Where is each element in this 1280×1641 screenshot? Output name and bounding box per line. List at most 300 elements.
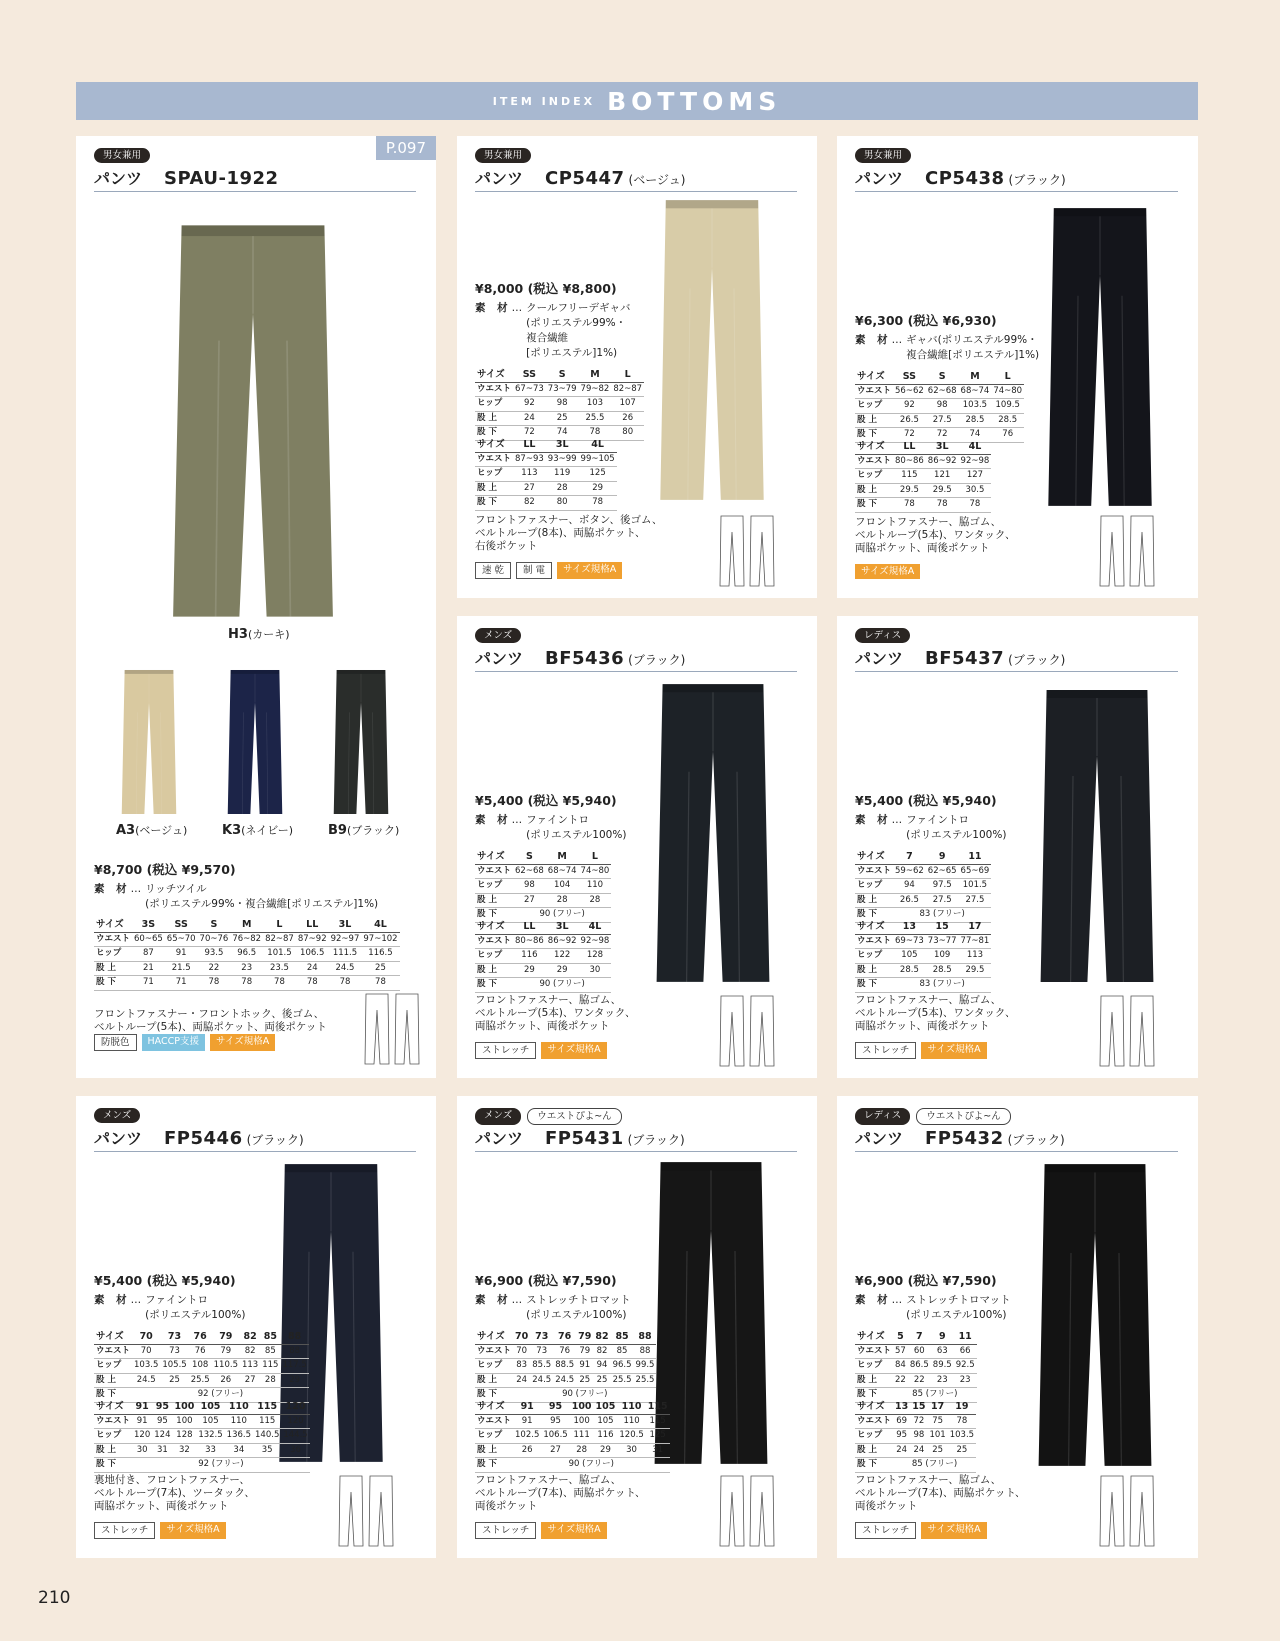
size-cell: 124 [154,1430,171,1440]
size-table [94,1400,310,1473]
material [475,813,626,843]
color-name: (カーキ) [247,628,290,641]
size-cell: 88 [639,1345,651,1356]
category-tag: レディス [855,1108,910,1125]
size-cell: 110 [623,1415,640,1426]
size-cell: 26 [521,1444,533,1455]
pants-photo [1035,1160,1155,1474]
size-cell: 97.5 [932,880,952,890]
size-cell: ウエスト [477,1415,512,1426]
size-cell: 31 [156,1444,168,1455]
size-cell: サイズ [477,1331,505,1342]
size-cell: 107 [619,398,636,408]
size-cell: ヒップ [477,1430,503,1440]
material-dots: … [511,814,523,826]
size-cell: M [241,919,252,930]
size-cell: 60 [913,1345,925,1356]
size-cell: 25 [375,962,386,973]
material-value [526,1293,630,1323]
size-cell: 117.5 [282,1360,307,1370]
size-cell: 86~92 [547,935,577,946]
size-row [94,1344,309,1359]
size-cell: 98 [936,400,948,410]
size-cell: サイズ [857,441,885,452]
size-row [855,934,991,949]
size-cell: 72 [936,429,948,439]
size-row [855,920,991,934]
color-name: (ブラック) [346,824,400,837]
price: ¥5,400 (税込 ¥5,940) [475,793,617,808]
category-tag: 男女兼用 [475,148,531,163]
feature-line: ベルトループ(5本)、ワンタック、 [855,1007,1016,1019]
material-line: (ポリエステル100%) [906,1309,1007,1321]
size-cell: 70 [140,1345,152,1356]
size-cell: 83 (フリー) [919,909,965,919]
size-row [475,963,611,978]
size-cell: 67~73 [515,383,544,394]
feature-line: ベルトループ(5本)、両脇ポケット、両後ポケット [94,1021,327,1033]
size-cell: 73 [167,1331,182,1342]
feature-badge: 制 電 [516,562,552,579]
size-cell: 128 [586,950,604,960]
flat-sketch [1097,514,1157,592]
category-tag: メンズ [94,1108,140,1123]
size-cell: 85 [616,1345,628,1356]
size-cell: 股 上 [477,412,497,423]
size-cell: 108 [192,1360,209,1370]
size-cell: 85.5 [532,1360,552,1370]
size-cell: 100 [571,1401,592,1412]
size-cell: M [557,851,567,862]
size-cell: サイズ [857,1401,885,1412]
product-code: FP5432 [925,1128,1004,1149]
size-cell: サイズ [857,1331,885,1342]
size-table [94,1330,309,1403]
size-row [475,893,611,908]
size-cell: M [590,369,600,380]
tag-row [475,1108,622,1125]
material-value [526,301,630,361]
size-row [855,440,991,454]
features [94,1008,327,1034]
size-row [475,949,611,964]
size-cell: 30 [589,964,601,975]
size-row [475,1429,670,1444]
features [855,516,1016,555]
size-row [94,1414,310,1429]
header-title: BOTTOMS [607,86,782,116]
size-cell: 27 [550,1444,561,1455]
flat-sketch [717,1474,777,1552]
size-cell: 83 (フリー) [919,979,965,989]
size-cell: 28 [264,1374,276,1385]
size-cell: 82 [244,1345,256,1356]
size-table [855,1330,977,1403]
size-cell: 91 [136,1415,148,1426]
color-code: A3 [116,823,136,838]
color-code: B9 [328,823,347,838]
size-cell: SS [902,371,917,382]
size-cell: 76 [558,1331,572,1342]
size-cell: 71 [175,977,187,987]
size-cell: 28 [556,482,568,493]
material-line: クールフリーデギャバ [526,302,631,314]
tag-row [855,1108,1011,1125]
size-row [94,1458,310,1473]
size-cell: 69~73 [895,935,924,946]
size-cell: 110 [586,880,604,890]
material [94,1293,245,1323]
size-cell: 73 [535,1331,549,1342]
size-cell: 71 [142,977,154,987]
size-cell: 股 下 [857,1459,877,1469]
size-cell: 24 [523,412,535,423]
features [475,994,636,1033]
price: ¥5,400 (税込 ¥5,940) [94,1273,236,1288]
size-cell: 25 [579,1374,591,1385]
size-cell: S [525,851,533,862]
size-row [475,1443,670,1458]
size-cell: ヒップ [477,1360,503,1370]
product-title [94,1126,416,1152]
product-color: (ブラック) [627,1133,685,1147]
product-card-fp5431 [457,1096,817,1558]
variant-photo [332,668,390,820]
size-cell: 5 [897,1331,904,1342]
product-color: (ブラック) [628,653,686,667]
size-cell: 26 [220,1374,232,1385]
size-cell: 90 (フリー) [562,1389,608,1399]
size-cell: 25.5 [612,1374,632,1385]
size-cell: 股 上 [477,894,497,905]
product-kind: パンツ [475,649,524,668]
size-row [475,411,644,426]
size-cell: ウエスト [857,385,892,396]
size-row [475,1400,670,1414]
size-cell: 15 [912,1401,926,1412]
size-cell: 68~74 [547,865,577,876]
size-cell: 7 [906,851,913,862]
size-cell: 98 [556,398,568,408]
category-tag: メンズ [475,628,521,643]
size-cell: 26 [622,412,634,423]
size-cell: 股 上 [477,1374,497,1385]
size-cell: 92~98 [580,935,610,946]
size-row [855,963,991,978]
size-cell: 9 [938,851,946,862]
badge-row [855,564,920,579]
size-cell: 88.5 [555,1360,575,1370]
size-row [475,864,611,879]
size-cell: 100 [573,1415,590,1426]
size-cell: 101.5 [267,948,292,958]
size-table [475,1400,670,1473]
size-cell: 62~68 [515,865,544,876]
size-cell: 65~70 [166,933,196,944]
product-kind: パンツ [94,169,143,188]
size-cell: 99.5 [635,1360,655,1370]
size-cell: 35 [261,1444,273,1455]
size-cell: 74~80 [580,865,610,876]
size-cell: 股 上 [477,1444,497,1455]
size-cell: 110 [228,1401,249,1412]
size-cell: 92 [903,400,915,410]
size-cell: 21 [142,962,154,973]
category-tag: ウエストぴよ~ん [916,1108,1010,1125]
size-cell: 57 [895,1345,906,1356]
flat-sketch [1097,1474,1157,1552]
badge-row [855,1042,987,1059]
size-cell: LL [306,919,319,930]
badge-row [94,1034,275,1051]
feature-line: 両後ポケット [475,1500,538,1512]
size-cell: ウエスト [857,1345,892,1356]
size-cell: 70 [139,1331,153,1342]
size-cell: 30.5 [965,484,985,495]
size-cell: ウエスト [857,1415,892,1426]
size-cell: 73~79 [547,383,577,394]
size-row [855,454,991,469]
page-reference-link[interactable]: P.097 [376,136,436,160]
size-cell: 3L [555,921,569,932]
tag-row [475,628,521,643]
size-cell: 24.5 [532,1374,552,1385]
size-cell: 76 [193,1331,207,1342]
product-color: (ベージュ) [628,173,686,187]
material-value [526,813,626,843]
size-cell: 23 [959,1374,971,1385]
size-row [475,978,611,993]
size-cell: 76 [194,1345,206,1356]
material [475,301,631,361]
size-cell: 82 [523,497,535,507]
size-cell: 股 上 [857,894,877,905]
size-cell: ヒップ [477,880,503,890]
size-row [855,384,1024,399]
size-cell: 125 [589,468,606,478]
size-cell: 股 下 [857,429,877,439]
badge-row [475,562,622,579]
material-line: ギャバ(ポリエステル99%・ [906,334,1038,346]
feature-line: フロントファスナー、脇ゴム、 [475,994,622,1006]
size-cell: 23 [241,962,253,973]
size-cell: 股 下 [857,499,877,509]
size-cell: 29 [523,964,535,975]
size-table [475,920,611,993]
feature-line: 両脇ポケット、両後ポケット [94,1500,229,1512]
material-label: 素 材 [855,334,892,346]
size-cell: 32 [178,1444,190,1455]
size-cell: 116 [521,950,538,960]
size-cell: 111.5 [332,948,358,958]
size-cell: 78 [956,1415,968,1426]
product-title [855,1126,1178,1152]
size-cell: ウエスト [477,865,512,876]
size-cell: LL [903,441,916,452]
size-cell: ヒップ [477,950,503,960]
material-label: 素 材 [475,1294,512,1306]
size-cell: 29.5 [899,484,919,495]
features [94,1474,255,1513]
size-cell: 94 [596,1360,608,1370]
material-dots: … [891,334,903,346]
size-cell: 62~65 [927,865,957,876]
product-kind: パンツ [475,1129,524,1148]
feature-line: 両脇ポケット、両後ポケット [475,1020,610,1032]
size-cell: 90 (フリー) [539,909,585,919]
size-row [855,1359,977,1374]
size-cell: 99~105 [580,453,615,464]
size-cell: 101 [929,1430,946,1440]
size-cell: 115 [649,1415,666,1426]
size-cell: 24.5 [335,962,355,973]
size-cell: 26.5 [899,894,919,905]
price: ¥6,900 (税込 ¥7,590) [855,1273,997,1288]
size-cell: 78 [306,977,318,987]
size-cell: 25.5 [190,1374,210,1385]
material-value [906,1293,1010,1323]
size-cell: 股 上 [96,962,116,973]
category-tag: 男女兼用 [855,148,911,163]
color-name: (ベージュ) [135,824,188,837]
size-cell: サイズ [477,851,505,862]
size-cell: 103.5 [134,1360,159,1370]
size-cell: 86.5 [909,1360,929,1370]
size-cell: 87~92 [297,933,327,944]
size-table [855,850,991,923]
size-cell: 4L [968,441,982,452]
size-cell: 115 [647,1401,668,1412]
size-table [855,440,991,513]
size-cell: ウエスト [477,935,512,946]
size-cell: 82~87 [265,933,294,944]
size-table [475,1330,656,1403]
size-cell: 92.5 [955,1360,975,1370]
feature-line: ベルトループ(5本)、ワンタック、 [855,529,1016,541]
size-row [855,949,991,964]
size-cell: L [591,851,598,862]
feature-line: ベルトループ(7本)、両脇ポケット、 [855,1487,1026,1499]
size-cell: 115 [901,470,918,480]
product-code: FP5431 [545,1128,624,1149]
size-cell: LL [523,439,536,450]
size-cell: 76~82 [232,933,262,944]
size-row [855,469,991,484]
size-cell: 80~86 [515,935,544,946]
size-cell: 79 [578,1331,592,1342]
size-cell: 121 [934,470,951,480]
material-label: 素 材 [94,1294,131,1306]
size-cell: 78 [241,977,253,987]
size-cell: 78 [274,977,285,987]
price: ¥6,900 (税込 ¥7,590) [475,1273,617,1288]
size-cell: 120.5 [619,1430,644,1440]
size-cell: 103.5 [962,400,988,410]
size-cell: 82~87 [613,383,643,394]
size-cell: 25.5 [585,412,605,423]
size-cell: 29 [556,964,568,975]
size-cell: 24 [896,1444,908,1455]
size-cell: ヒップ [857,1430,883,1440]
size-cell: 78 [375,977,386,987]
material-line: リッチツイル [145,883,207,895]
size-cell: 95 [550,1415,561,1426]
size-cell: ヒップ [857,880,883,890]
feature-badge: サイズ規格A [210,1034,275,1051]
size-cell: 93.5 [204,948,224,958]
size-row [855,1429,976,1444]
size-row [475,397,644,412]
color-name: (ネイビー) [241,824,294,837]
product-kind: パンツ [855,1129,904,1148]
size-cell: 92 [523,398,535,408]
size-cell: 股 下 [857,1389,877,1399]
size-cell: ウエスト [96,933,131,944]
size-cell: 70~76 [199,933,229,944]
feature-line: 裏地付き、フロントファスナー、 [94,1474,250,1486]
size-cell: 91 [579,1360,591,1370]
material-label: 素 材 [855,814,892,826]
size-cell: 36 [290,1444,301,1455]
size-row [475,1330,656,1344]
size-row [475,1458,670,1473]
size-cell: 110 [621,1401,642,1412]
size-cell: 87~93 [515,453,544,464]
product-code: BF5437 [925,648,1005,669]
size-row [94,1400,310,1414]
price: ¥5,400 (税込 ¥5,940) [855,793,997,808]
size-cell: 111 [573,1430,590,1440]
size-cell: 73 [169,1345,180,1356]
price: ¥8,700 (税込 ¥9,570) [94,862,236,877]
product-title [475,646,797,672]
size-cell: ウエスト [477,1345,512,1356]
size-cell: 25 [596,1374,608,1385]
size-cell: 60~65 [134,933,163,944]
material-value [145,882,378,912]
size-cell: 105 [901,950,918,960]
material-line: 複合繊維[ポリエステル]1%) [906,349,1040,361]
page-number: 210 [38,1588,71,1608]
size-cell: サイズ [96,919,124,930]
size-cell: 128 [176,1430,193,1440]
size-cell: SS [174,919,188,930]
size-cell: 72 [913,1415,925,1426]
size-cell: 79 [220,1345,232,1356]
size-cell: 股 下 [477,909,497,919]
size-cell: 29 [592,482,604,493]
size-cell: 100 [174,1401,195,1412]
size-cell: ヒップ [857,470,883,480]
size-cell: 27.5 [965,894,985,905]
size-cell: 110.5 [213,1360,238,1370]
size-cell: 24 [516,1374,528,1385]
size-cell: 103 [586,398,604,408]
size-row [855,893,991,908]
size-cell: 30 [136,1444,148,1455]
size-row [475,382,644,397]
size-table [475,438,617,511]
size-cell: 102.5 [515,1430,540,1440]
size-cell: 91 [135,1401,149,1412]
size-cell: 127 [966,470,984,480]
features [475,1474,645,1513]
size-cell: 90 (フリー) [568,1459,614,1469]
material-line: [ポリエステル]1%) [526,347,618,359]
features [855,1474,1025,1513]
size-cell: 84 [895,1360,906,1370]
size-row [855,370,1024,384]
